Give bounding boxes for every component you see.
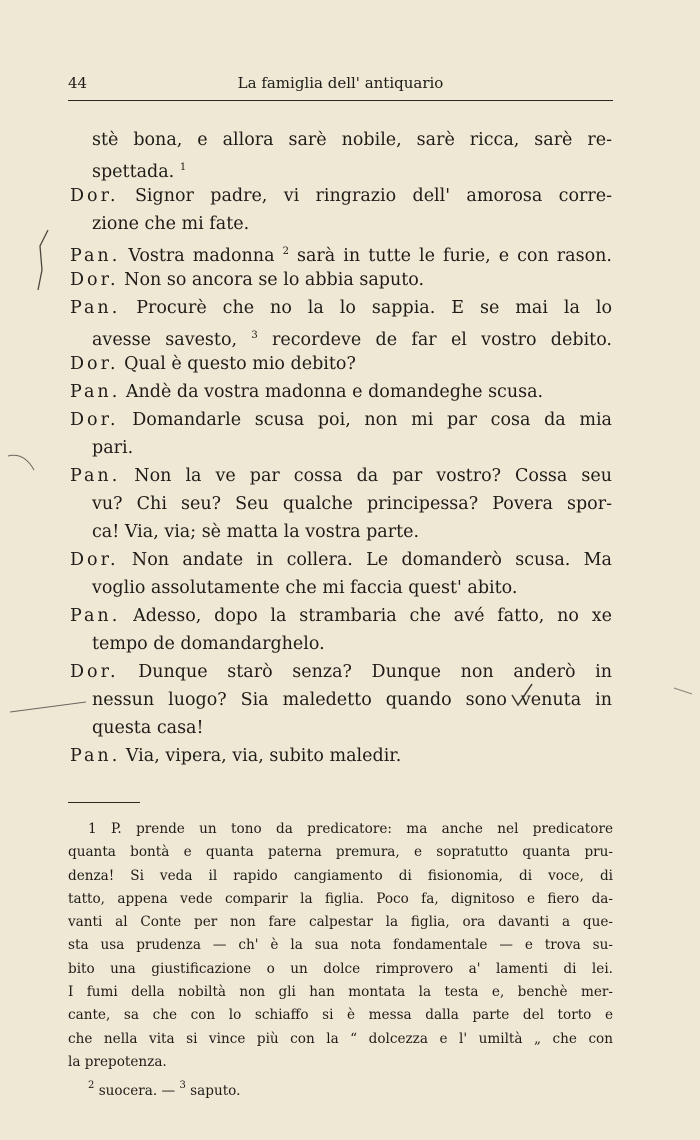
text-line bbox=[70, 126, 612, 154]
line-text: Via, vipera, via, subito maledir. bbox=[125, 746, 402, 766]
footnote-line: denza! Si veda il rapido cangiamento di fisionomia, di voce, di bbox=[68, 867, 613, 884]
line-text: questa casa! bbox=[92, 718, 204, 738]
text-line bbox=[70, 322, 612, 350]
running-header bbox=[68, 74, 613, 96]
footnote-marker: 2 bbox=[88, 1080, 95, 1092]
line-text: vu? Chi seu? Seu qualche principessa? Povera spor- bbox=[92, 494, 612, 514]
text-line bbox=[70, 378, 612, 406]
text-line bbox=[70, 238, 612, 266]
speaker-label: Pan. bbox=[70, 466, 121, 486]
footnote-reference: 3 bbox=[251, 330, 258, 341]
footnote-reference: 2 bbox=[282, 246, 289, 257]
header-rule bbox=[68, 100, 613, 101]
line-text: Qual è questo mio debito? bbox=[124, 354, 356, 374]
text-line bbox=[70, 462, 612, 490]
footnote-line: sta usa prudenza — ch' è la sua nota fondamentale — e trova su- bbox=[68, 937, 613, 954]
text-line bbox=[70, 490, 612, 518]
line-text: Procurè che no la lo sappia. E se mai la lo bbox=[136, 298, 612, 318]
text-line bbox=[70, 182, 612, 210]
footnote-line: vanti al Conte per non fare calpestar la figlia, ora davanti a que- bbox=[68, 914, 613, 931]
text-line bbox=[70, 686, 612, 714]
footnote-line: quanta bontà e quanta paterna premura, e sopratutto quanta pru- bbox=[68, 844, 613, 861]
margin-bracket-mark bbox=[38, 230, 48, 290]
text-line bbox=[70, 742, 612, 770]
footnote-text: saputo. bbox=[190, 1083, 241, 1100]
text-line bbox=[70, 350, 612, 378]
text-line bbox=[70, 294, 612, 322]
text-line bbox=[70, 602, 612, 630]
text-line bbox=[70, 154, 612, 182]
speaker-label: Pan. bbox=[70, 382, 121, 402]
line-text: nessun luogo? Sia maledetto quando sono venuta in bbox=[92, 690, 612, 710]
footnote-line: I fumi della nobiltà non gli han montata la testa e, benchè mer- bbox=[68, 984, 613, 1001]
line-text: Signor padre, vi ringrazio dell' amorosa corre- bbox=[134, 186, 612, 206]
line-text: tempo de domandarghelo. bbox=[92, 634, 325, 654]
speaker-label: Pan. bbox=[70, 298, 121, 318]
margin-dash-mark bbox=[674, 688, 692, 694]
line-text: Vostra madonna bbox=[128, 246, 275, 266]
footnote-line: bito una giustificazione o un dolce rimprovero a' lamenti di lei. bbox=[68, 960, 613, 977]
speaker-label: Dor. bbox=[70, 270, 119, 290]
footnote-text: suocera. — bbox=[98, 1083, 176, 1100]
line-text: pari. bbox=[92, 438, 134, 458]
speaker-label: Dor. bbox=[70, 354, 119, 374]
margin-tick-mark bbox=[8, 455, 34, 470]
line-text: Domandarle scusa poi, non mi par cosa da mia bbox=[132, 410, 612, 430]
footnote-line: 1 P. prende un tono da predicatore: ma anche nel predicatore bbox=[88, 821, 613, 837]
speaker-label: Pan. bbox=[70, 606, 121, 626]
line-text: stè bona, e allora sarè nobile, sarè ricca, sarè re- bbox=[92, 130, 612, 150]
speaker-label: Dor. bbox=[70, 662, 119, 682]
text-line bbox=[70, 434, 612, 462]
line-text-continued: sarà in tutte le furie, e con rason. bbox=[297, 246, 612, 266]
footnote-reference: 1 bbox=[179, 162, 187, 173]
text-line bbox=[70, 266, 612, 294]
line-text: zione che mi fate. bbox=[92, 214, 250, 234]
footnote-rule bbox=[68, 802, 140, 803]
dialogue-text bbox=[70, 126, 612, 770]
page-number: 44 bbox=[68, 74, 88, 92]
running-title: La famiglia dell' antiquario bbox=[237, 74, 444, 92]
text-line bbox=[70, 210, 612, 238]
speaker-label: Pan. bbox=[70, 746, 121, 766]
speaker-label: Dor. bbox=[70, 186, 119, 206]
line-text: Andè da vostra madonna e domandeghe scusa. bbox=[125, 382, 544, 402]
line-text: Dunque starò senza? Dunque non anderò in bbox=[138, 662, 612, 682]
line-text: Non so ancora se lo abbia saputo. bbox=[124, 270, 425, 290]
line-text: ca! Via, via; sè matta la vostra parte. bbox=[92, 522, 420, 542]
line-text: Non andate in collera. Le domanderò scusa. Ma bbox=[131, 550, 612, 570]
speaker-label: Pan. bbox=[70, 246, 121, 266]
footnote-line: tatto, appena vede comparir la figlia. Poco fa, dignitoso e fiero da- bbox=[68, 890, 613, 907]
text-line bbox=[70, 574, 612, 602]
line-text: spettada. bbox=[92, 162, 175, 182]
line-text: Non la ve par cossa da par vostro? Cossa seu bbox=[134, 466, 612, 486]
footnotes bbox=[68, 818, 613, 1098]
text-line bbox=[70, 630, 612, 658]
text-line bbox=[70, 546, 612, 574]
line-text: Adesso, dopo la strambaria che avé fatto, no xe bbox=[133, 606, 612, 626]
text-line bbox=[70, 406, 612, 434]
line-text: voglio assolutamente che mi faccia quest' abito. bbox=[92, 578, 518, 598]
text-line bbox=[70, 518, 612, 546]
footnote-line: la prepotenza. bbox=[68, 1053, 167, 1070]
speaker-label: Dor. bbox=[70, 410, 119, 430]
text-line bbox=[70, 714, 612, 742]
footnote-line: cante, sa che con lo schiaffo si è messa dalla parte del torto e bbox=[68, 1007, 613, 1024]
text-line bbox=[70, 658, 612, 686]
footnote-marker: 3 bbox=[179, 1080, 186, 1092]
line-text-continued: recordeve de far el vostro debito. bbox=[272, 330, 612, 350]
speaker-label: Dor. bbox=[70, 550, 119, 570]
footnote-line-last bbox=[68, 1074, 613, 1100]
line-text: avesse savesto, bbox=[92, 330, 238, 350]
footnote-line: che nella vita si vince più con la “ dolcezza e l' umiltà „ che con bbox=[68, 1030, 613, 1047]
